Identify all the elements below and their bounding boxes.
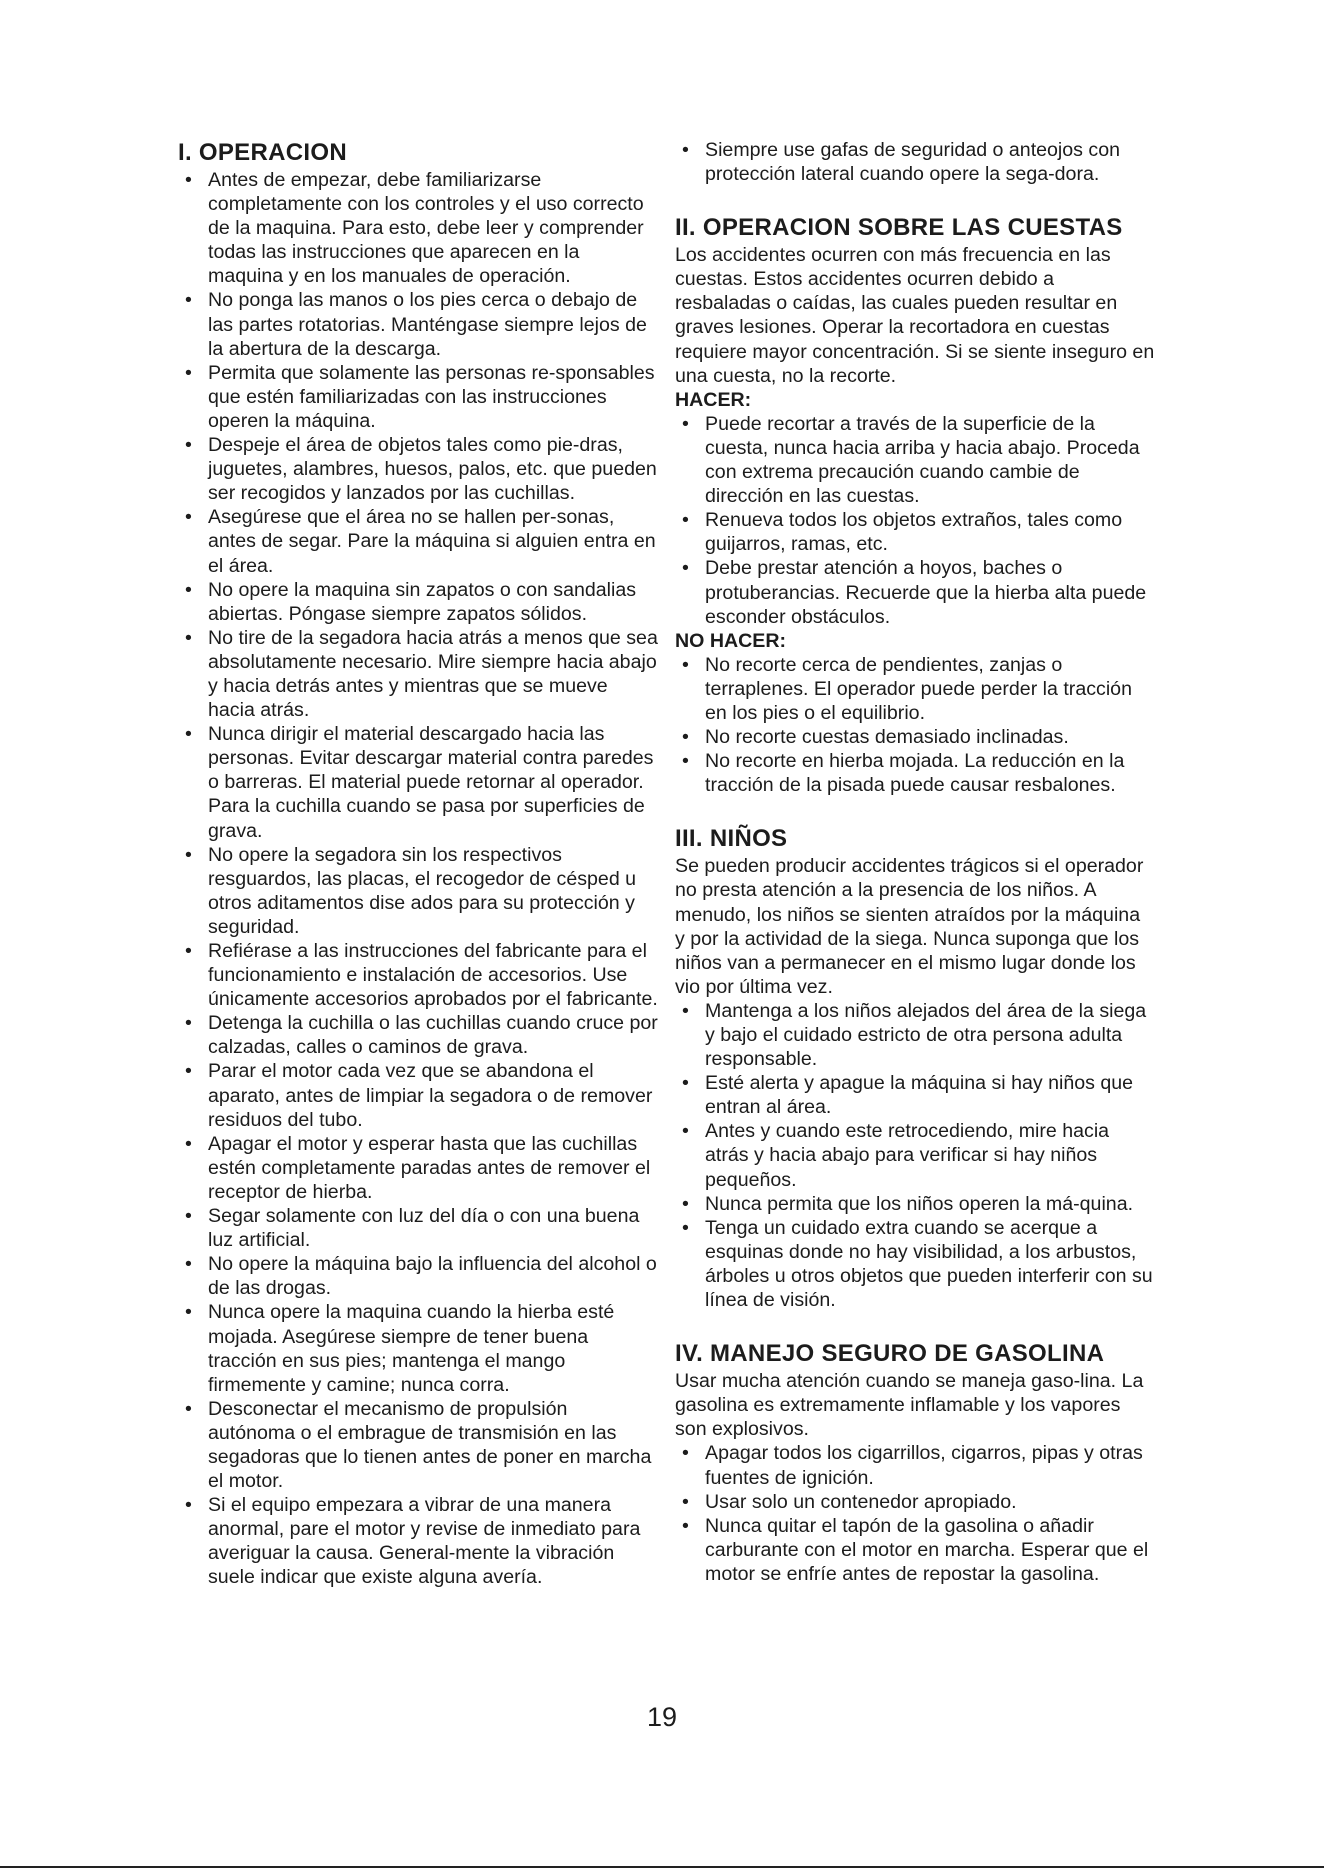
list-item: • Esté alerta y apague la máquina si hay niños que entran al área. xyxy=(682,1072,1134,1119)
bullet-icon: • xyxy=(682,1514,689,1537)
list-item: • No recorte cuestas demasiado inclinadas. xyxy=(682,726,1069,749)
right-column xyxy=(675,138,1155,1586)
list-item: • Tenga un cuidado extra cuando se acerque a esquinas donde no hay visibilidad, a los arbustos, árboles u otros objetos que pueden interferir con su línea de visión. xyxy=(682,1216,1153,1312)
bullet-icon: • xyxy=(185,289,192,312)
bullet-icon: • xyxy=(185,940,192,962)
list-item: • Mantenga a los niños alejados del área de la siega y bajo el cuidado estricto de otra persona adulta responsable. xyxy=(682,999,1147,1071)
bullet-icon: • xyxy=(682,557,689,580)
bullet-icon: • xyxy=(185,1253,192,1276)
bullet-icon: • xyxy=(682,726,689,749)
bottom-divider xyxy=(0,1866,1324,1868)
bullet-icon: • xyxy=(185,723,192,746)
list-item: • Nunca opere la maquina cuando la hierba esté mojada. Asegúrese siempre de tener buena tracción en sus pies; mantenga el mango firmemente y camine; nunca corra. xyxy=(185,1301,615,1396)
page-number: 19 xyxy=(646,1702,678,1732)
bullet-icon: • xyxy=(185,1397,192,1420)
bullet-icon: • xyxy=(682,509,689,532)
list-item: • No recorte en hierba mojada. La reducción en la tracción de la pisada puede causar resbalones. xyxy=(682,750,1125,797)
list-item: • Puede recortar a través de la superficie de la cuesta, nunca hacia arriba y hacia abajo. Proceda con extrema precaución cuando cambie de dirección en las cuestas. xyxy=(682,412,1140,508)
bullet-icon: • xyxy=(185,578,192,601)
list-item: • No opere la máquina bajo la influencia del alcohol o de las drogas. xyxy=(185,1253,657,1300)
bullet-icon: • xyxy=(682,750,689,773)
section-title-cuestas: II. OPERACION SOBRE LAS CUESTAS xyxy=(675,214,1123,242)
list-item: • Asegúrese que el área no se hallen per-sonas, antes de segar. Pare la máquina si alguien entra en el área. xyxy=(185,506,656,577)
list-item: • Apagar el motor y esperar hasta que las cuchillas estén completamente paradas antes de remover el receptor de hierba. xyxy=(185,1132,651,1203)
bullet-icon: • xyxy=(682,1192,689,1215)
bullet-icon: • xyxy=(185,434,192,457)
list-item: • Segar solamente con luz del día o con una buena luz artificial. xyxy=(185,1205,640,1252)
bullet-icon: • xyxy=(682,1072,689,1095)
bullet-icon: • xyxy=(185,169,192,191)
section-title-gasolina: IV. MANEJO SEGURO DE GASOLINA xyxy=(675,1340,1105,1368)
list-item: • No recorte cerca de pendientes, zanjas o terraplenes. El operador puede perder la tracción en los pies o el equilibrio. xyxy=(682,653,1132,724)
bullet-icon: • xyxy=(185,1012,192,1035)
operacion-list-continued xyxy=(675,138,1155,186)
bullet-icon: • xyxy=(185,361,192,384)
list-item: • Renueva todos los objetos extraños, tales como guijarros, ramas, etc. xyxy=(682,509,1123,556)
bullet-icon: • xyxy=(682,999,689,1022)
list-item: • Nunca permita que los niños operen la má-quina. xyxy=(682,1192,1134,1215)
hacer-heading: HACER: xyxy=(675,388,752,411)
list-item: • No ponga las manos o los pies cerca o debajo de las partes rotatorias. Manténgase siempre lejos de la abertura de la descarga. xyxy=(185,289,647,360)
bullet-icon: • xyxy=(185,1060,192,1083)
hacer-list xyxy=(675,412,1155,629)
bullet-icon: • xyxy=(185,1494,192,1517)
list-item: • Detenga la cuchilla o las cuchillas cuando cruce por calzadas, calles o caminos de grava. xyxy=(185,1012,658,1059)
bullet-icon: • xyxy=(682,412,689,435)
list-item: • Apagar todos los cigarrillos, cigarros, pipas y otras fuentes de ignición. xyxy=(682,1442,1143,1489)
section-title-ninos: III. NIÑOS xyxy=(675,825,788,853)
no-hacer-list xyxy=(675,653,1155,798)
operacion-list xyxy=(178,168,658,1590)
section-title-operacion: I. OPERACION xyxy=(178,139,347,166)
bullet-icon: • xyxy=(185,1132,192,1155)
list-item: • Nunca quitar el tapón de la gasolina o añadir carburante con el motor en marcha. Esperar que el motor se enfríe antes de repostar la gasolina. xyxy=(682,1514,1149,1585)
list-item: • Nunca dirigir el material descargado hacia las personas. Evitar descargar material contra paredes o barreras. El material puede retornar al operador. Para la cuchilla cuando se pasa por superficies de grava. xyxy=(185,723,654,842)
cuestas-intro: Los accidentes ocurren con más frecuencia en las cuestas. Estos accidentes ocurren debido a resbaladas o caídas, las cuales pueden resultar en graves lesiones. Operar la recortadora en cuestas requiere mayor concentración. Si se siente inseguro en una cuesta, no la recorte. xyxy=(675,244,1155,387)
list-item: • Despeje el área de objetos tales como pie-dras, juguetes, alambres, huesos, palos, etc. que pueden ser recogidos y lanzados por las cuchillas. xyxy=(185,434,657,505)
left-column xyxy=(178,138,658,1590)
no-hacer-heading: NO HACER: xyxy=(675,629,787,652)
list-item: • Si el equipo empezara a vibrar de una manera anormal, pare el motor y revise de inmediato para averiguar la causa. General-mente la vibración suele indicar que existe alguna avería. xyxy=(185,1494,641,1589)
gasolina-list xyxy=(675,1441,1155,1586)
bullet-icon: • xyxy=(185,1301,192,1324)
gasolina-intro: Usar mucha atención cuando se maneja gaso-lina. La gasolina es extremamente inflamable y los vapores son explosivos. xyxy=(675,1370,1144,1441)
bullet-icon: • xyxy=(682,139,689,161)
bullet-icon: • xyxy=(682,1216,689,1239)
list-item: • Antes y cuando este retrocediendo, mire hacia atrás y hacia abajo para verificar si hay niños pequeños. xyxy=(682,1120,1110,1191)
bullet-icon: • xyxy=(185,843,192,866)
bullet-icon: • xyxy=(682,1490,689,1513)
list-item: • No opere la maquina sin zapatos o con sandalias abiertas. Póngase siempre zapatos sólidos. xyxy=(185,578,637,625)
ninos-intro: Se pueden producir accidentes trágicos si el operador no presta atención a la presencia de los niños. A menudo, los niños se sienten atraídos por la máquina y por la actividad de la siega. Nunca suponga que los niños van a permanecer en el mismo lugar donde los vio por última vez. xyxy=(675,855,1144,998)
bullet-icon: • xyxy=(682,1120,689,1143)
list-item: • Permita que solamente las personas re-sponsables que estén familiarizadas con las instrucciones operen la máquina. xyxy=(185,361,655,432)
list-item: • Antes de empezar, debe familiarizarse completamente con los controles y el uso correcto de la maquina. Para esto, debe leer y comprender todas las instrucciones que aparecen en la maquina y en los manuales de operación. xyxy=(185,169,644,288)
bullet-icon: • xyxy=(185,1205,192,1228)
list-item: • Usar solo un contenedor apropiado. xyxy=(682,1490,1017,1513)
list-item: • No tire de la segadora hacia atrás a menos que sea absolutamente necesario. Mire siempre hacia abajo y hacia detrás antes y mientras que se mueve hacia atrás. xyxy=(185,626,658,722)
list-item: • No opere la segadora sin los respectivos resguardos, las placas, el recogedor de césped u otros aditamentos dise ados para su protección y seguridad. xyxy=(185,843,637,938)
bullet-icon: • xyxy=(682,653,689,676)
list-item: • Parar el motor cada vez que se abandona el aparato, antes de limpiar la segadora o de remover residuos del tubo. xyxy=(185,1060,653,1131)
bullet-icon: • xyxy=(185,506,192,529)
list-item: • Debe prestar atención a hoyos, baches o protuberancias. Recuerde que la hierba alta puede esconder obstáculos. xyxy=(682,557,1147,628)
list-item: • Siempre use gafas de seguridad o anteojos con protección lateral cuando opere la sega-dora. xyxy=(682,139,1121,186)
list-item: • Desconectar el mecanismo de propulsión autónoma o el embrague de transmisión en las segadoras que lo tienen antes de poner en marcha el motor. xyxy=(185,1397,652,1493)
bullet-icon: • xyxy=(682,1442,689,1465)
ninos-list xyxy=(675,999,1155,1312)
bullet-icon: • xyxy=(185,626,192,649)
list-item: • Refiérase a las instrucciones del fabricante para el funcionamiento e instalación de accesorios. Use únicamente accesorios aprobados por el fabricante. xyxy=(185,940,658,1011)
